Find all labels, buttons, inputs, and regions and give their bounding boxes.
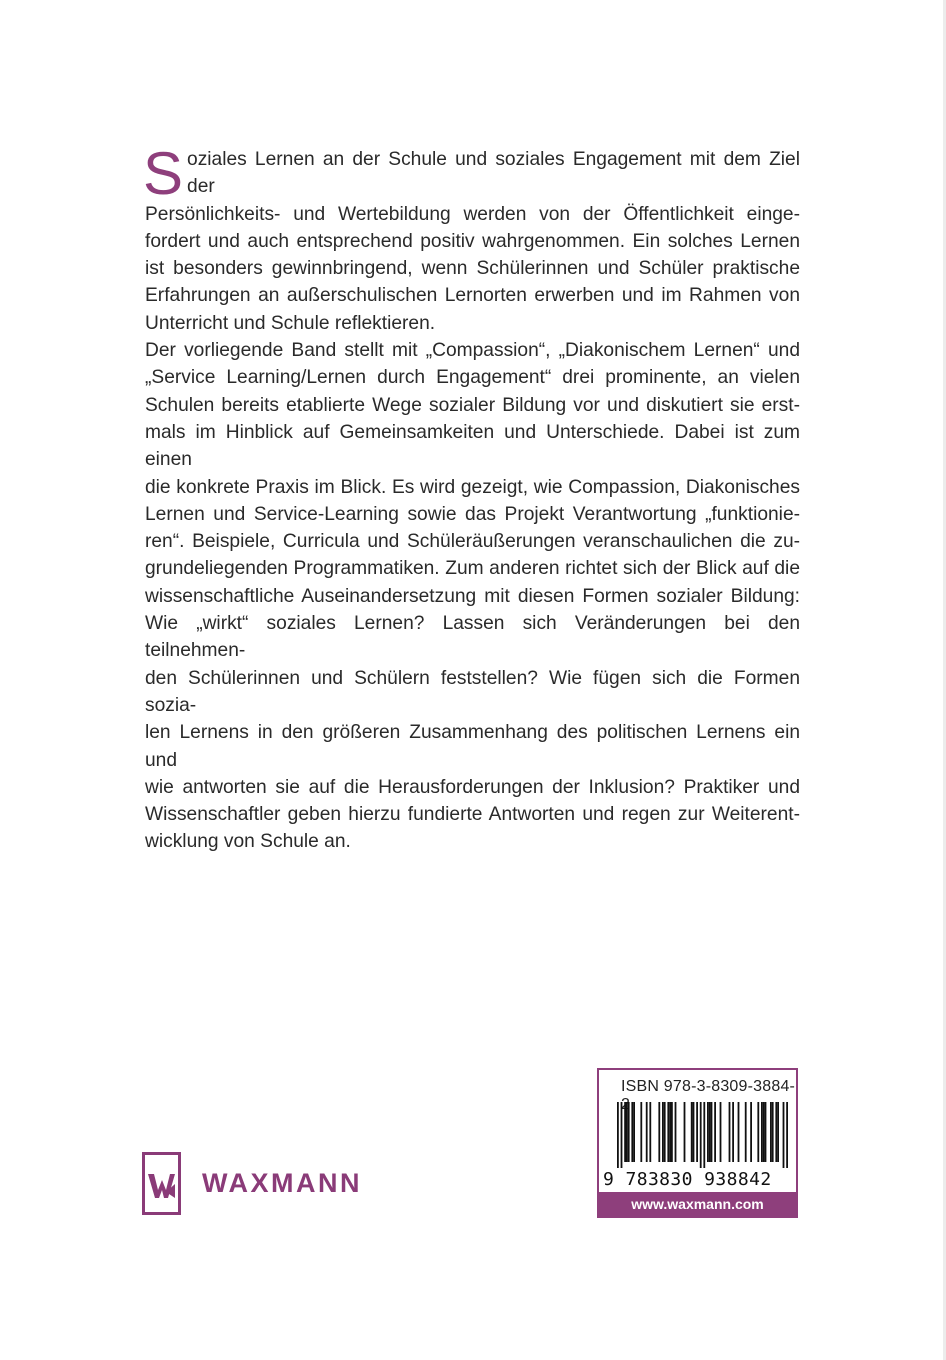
barcode-bar (765, 1102, 767, 1162)
barcode-bar (631, 1102, 633, 1162)
blurb-line: oziales Lernen an der Schule und soziales Engagement mit dem Ziel der (187, 149, 800, 198)
blurb-line: grundeliegenden Programmatiken. Zum anderen richtet sich der Blick auf die (145, 558, 800, 580)
blurb-line: Unterricht und Schule reflektieren. (145, 312, 436, 334)
barcode-bar (714, 1102, 716, 1162)
barcode-bar (658, 1102, 660, 1162)
barcode-bar (646, 1102, 648, 1162)
barcode-bar (649, 1102, 651, 1162)
barcode-bar (729, 1102, 731, 1162)
blurb-paragraph-2 (145, 337, 800, 856)
drop-cap: S (143, 140, 184, 207)
barcode-digits: 9 783830 938842 (603, 1169, 772, 1190)
barcode-bar (664, 1102, 666, 1162)
blurb-line: fordert und auch entsprechend positiv wahrgenommen. Ein solches Lernen (145, 230, 800, 252)
barcode-bar (783, 1102, 785, 1168)
barcode (605, 1102, 791, 1168)
blurb-line: len Lernens in den größeren Zusammenhang des politischen Lernens ein und (145, 722, 800, 771)
barcode-bar (640, 1102, 642, 1162)
blurb-line: Erfahrungen an außerschulischen Lernorten erwerben und im Rahmen von (145, 285, 800, 307)
barcode-bar (757, 1102, 759, 1162)
barcode-bar (703, 1102, 705, 1168)
barcode-bar (711, 1102, 713, 1162)
barcode-bar (761, 1102, 763, 1162)
barcode-bar (671, 1102, 673, 1162)
barcode-bar (770, 1102, 772, 1162)
barcode-bar (693, 1102, 695, 1162)
publisher-name: WAXMANN (202, 1168, 362, 1198)
blurb-line: die konkrete Praxis im Blick. Es wird gezeigt, wie Compassion, Diakonisches (145, 476, 800, 498)
blurb-line: wissenschaftliche Auseinandersetzung mit diesen Formen sozialer Bildung: (145, 585, 800, 607)
blurb-line: „Service Learning/Lernen durch Engagement“ drei prominente, an vielen (145, 367, 800, 389)
publisher-logo (142, 1152, 362, 1215)
blurb-line: ren“. Beispiele, Curricula und Schüleräußerungen veranschaulichen die zu- (145, 531, 800, 553)
blurb-line: Schulen bereits etablierte Wege sozialer Bildung vor und diskutiert sie erst- (145, 394, 800, 416)
publisher-url: www.waxmann.com (599, 1192, 796, 1216)
barcode-bar (624, 1102, 626, 1162)
barcode-bar (720, 1102, 722, 1162)
barcode-bar (621, 1102, 623, 1168)
barcode-bar (684, 1102, 686, 1162)
barcode-bar (732, 1102, 734, 1162)
isbn-barcode-box (597, 1068, 798, 1218)
barcode-bar (669, 1102, 671, 1162)
blurb-line: Wie „wirkt“ soziales Lernen? Lassen sich Veränderungen bei den teilnehmen- (145, 613, 800, 662)
blurb-line: wie antworten sie auf die Herausforderungen der Inklusion? Praktiker und (145, 776, 800, 798)
barcode-bar (775, 1102, 777, 1162)
blurb-line: Der vorliegende Band stellt mit „Compassion“, „Diakonischem Lernen“ und (145, 340, 800, 362)
barcode-bar (626, 1102, 628, 1162)
blurb-text (143, 140, 800, 856)
barcode-bar (691, 1102, 693, 1162)
blurb-paragraph-1 (143, 140, 800, 337)
waxmann-logo-icon (142, 1152, 181, 1215)
barcode-bar (696, 1102, 698, 1162)
barcode-bar (709, 1102, 711, 1162)
blurb-line: Lernen und Service-Learning sowie das Projekt Verantwortung „funktionie- (145, 503, 800, 525)
barcode-bar (772, 1102, 774, 1162)
barcode-bar (617, 1102, 619, 1168)
blurb-line: ist besonders gewinnbringend, wenn Schülerinnen und Schüler praktische (145, 258, 800, 280)
barcode-bar (745, 1102, 747, 1162)
isbn-label: ISBN 978-3-8309-3884- (621, 1078, 796, 1095)
barcode-bar (700, 1102, 702, 1168)
blurb-line: Wissenschaftler geben hierzu fundierte Antworten und regen zur Weiterent- (145, 804, 800, 826)
barcode-bar (763, 1102, 765, 1162)
barcode-bar (786, 1102, 788, 1168)
barcode-bar (750, 1102, 752, 1162)
barcode-bar (777, 1102, 779, 1162)
barcode-bar (738, 1102, 740, 1162)
barcode-bar (662, 1102, 664, 1162)
barcode-bar (628, 1102, 630, 1162)
barcode-bar (675, 1102, 677, 1162)
blurb-line: den Schülerinnen und Schülern feststellen? Wie fügen sich die Formen sozia- (145, 667, 800, 716)
blurb-line: mals im Hinblick auf Gemeinsamkeiten und Unterschiede. Dabei ist zum einen (145, 421, 800, 471)
blurb-line: Persönlichkeits- und Wertebildung werden von der Öffentlichkeit einge- (145, 203, 800, 225)
barcode-bar (667, 1102, 669, 1162)
blurb-line: wicklung von Schule an. (145, 831, 351, 853)
barcode-bar (707, 1102, 709, 1162)
barcode-bar (633, 1102, 635, 1162)
